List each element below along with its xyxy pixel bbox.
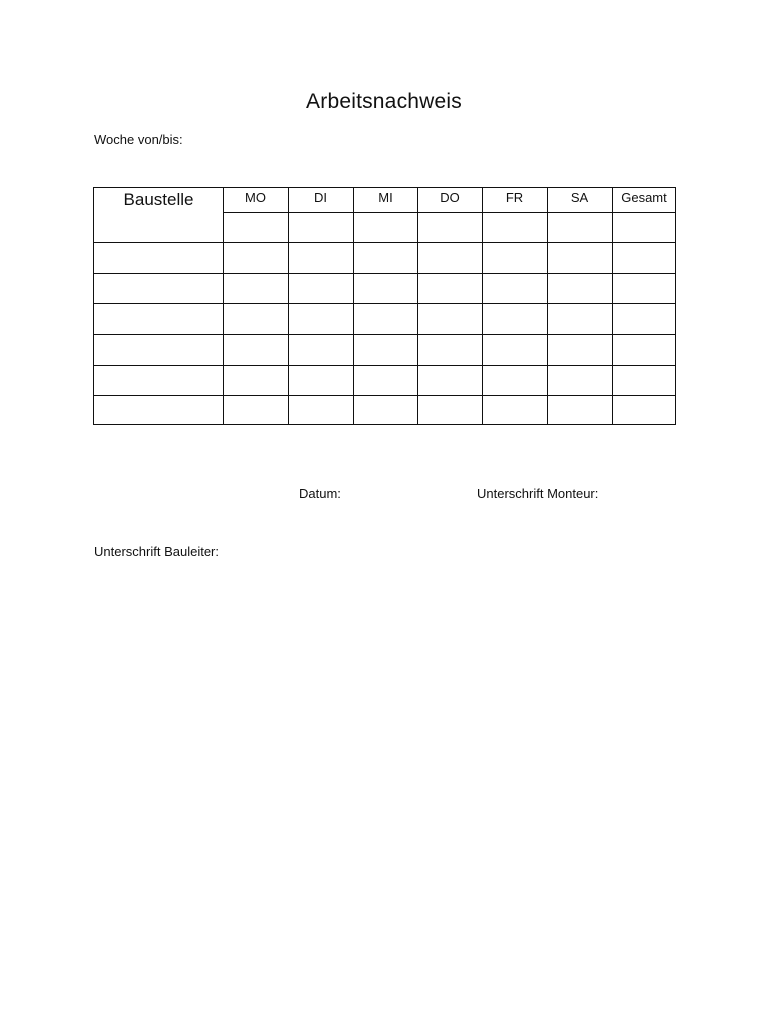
grid-vline [417,188,418,424]
grid-vline [353,188,354,424]
date-label: Datum: [299,486,341,501]
header-di: DI [314,190,327,205]
grid-hline [94,242,675,243]
page-title: Arbeitsnachweis [306,90,462,113]
baustelle-header: Baustelle [123,190,194,209]
grid-hline [223,212,676,213]
grid-vline [547,188,548,424]
fitter-signature-label: Unterschrift Monteur: [477,486,599,501]
header-mi: MI [378,190,393,205]
grid-vline [288,188,289,424]
grid-hline [94,273,675,274]
timesheet-table [93,187,676,425]
grid-hline [94,395,675,396]
header-fr: FR [505,190,524,205]
week-range-label: Woche von/bis: [94,132,183,147]
header-mo: MO [245,190,266,205]
grid-hline [94,303,675,304]
grid-vline [482,188,483,424]
grid-vline [612,188,613,424]
grid-hline [94,365,675,366]
grid-hline [94,334,675,335]
header-sa: SA [570,190,589,205]
header-gesamt: Gesamt [621,190,667,205]
grid-vline [223,188,224,424]
supervisor-signature-label: Unterschrift Bauleiter: [94,544,219,559]
header-do: DO [440,190,460,205]
